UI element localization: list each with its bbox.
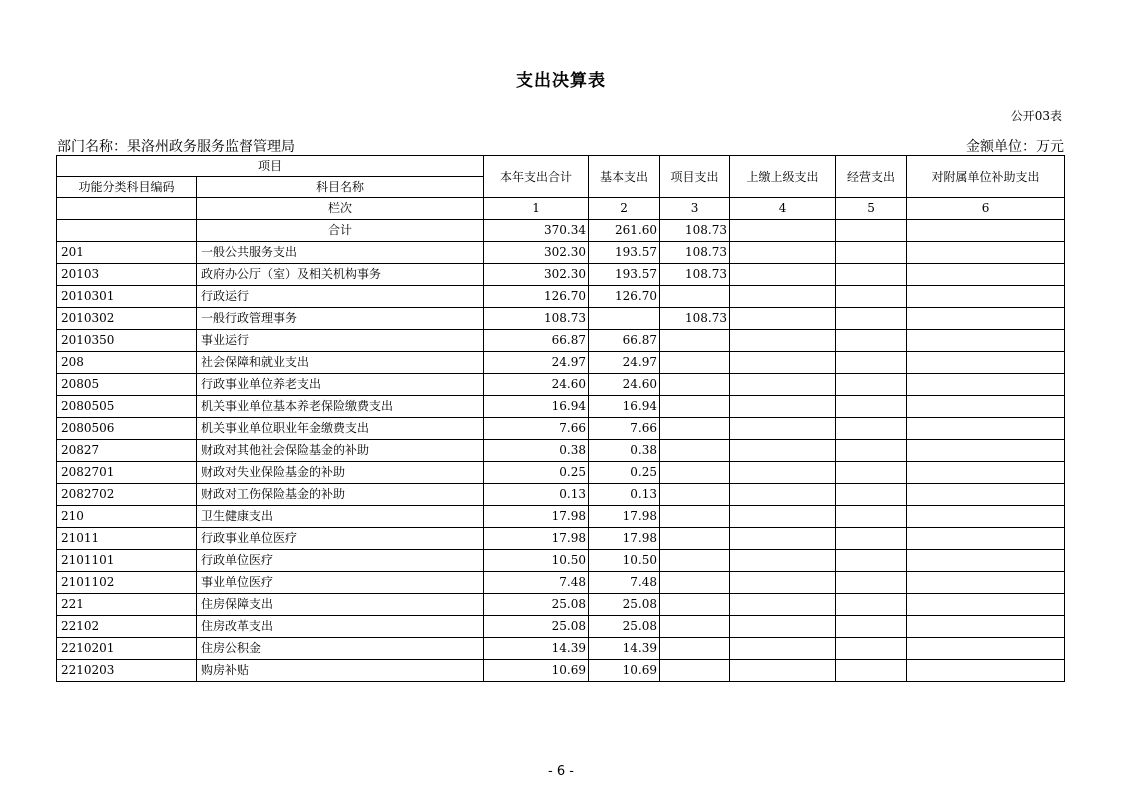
table-row bbox=[57, 308, 1065, 330]
cell-code: 2010350 bbox=[57, 330, 197, 352]
cell-upper bbox=[730, 506, 836, 528]
cell-subsidy bbox=[907, 594, 1065, 616]
cell-upper bbox=[730, 264, 836, 286]
cell-business bbox=[836, 484, 907, 506]
cell-total: 16.94 bbox=[484, 396, 589, 418]
cell-name: 购房补贴 bbox=[197, 660, 484, 682]
cell-subsidy bbox=[907, 462, 1065, 484]
table-row bbox=[57, 374, 1065, 396]
cell-basic: 10.69 bbox=[589, 660, 660, 682]
sum-basic: 261.60 bbox=[589, 220, 660, 242]
cell-name: 财政对工伤保险基金的补助 bbox=[197, 484, 484, 506]
sum-label: 合计 bbox=[197, 220, 484, 242]
cell-business bbox=[836, 352, 907, 374]
cell-subsidy bbox=[907, 264, 1065, 286]
table-row bbox=[57, 462, 1065, 484]
form-number: 公开03表 bbox=[1010, 109, 1062, 123]
cell-name: 财政对其他社会保险基金的补助 bbox=[197, 440, 484, 462]
cell-code: 22102 bbox=[57, 616, 197, 638]
cell-total: 7.48 bbox=[484, 572, 589, 594]
sum-subsidy bbox=[907, 220, 1065, 242]
cell-business bbox=[836, 550, 907, 572]
cell-business bbox=[836, 286, 907, 308]
cell-name: 社会保障和就业支出 bbox=[197, 352, 484, 374]
cell-upper bbox=[730, 616, 836, 638]
col-index-4: 4 bbox=[730, 198, 836, 220]
cell-total: 126.70 bbox=[484, 286, 589, 308]
cell-business bbox=[836, 638, 907, 660]
cell-upper bbox=[730, 330, 836, 352]
cell-upper bbox=[730, 286, 836, 308]
cell-name: 卫生健康支出 bbox=[197, 506, 484, 528]
cell-code: 2082702 bbox=[57, 484, 197, 506]
cell-code: 210 bbox=[57, 506, 197, 528]
cell-code: 20103 bbox=[57, 264, 197, 286]
cell-subsidy bbox=[907, 572, 1065, 594]
page-number: - 6 - bbox=[548, 764, 574, 779]
cell-total: 302.30 bbox=[484, 242, 589, 264]
cell-name: 事业运行 bbox=[197, 330, 484, 352]
cell-upper bbox=[730, 462, 836, 484]
header-name: 科目名称 bbox=[197, 177, 484, 198]
cell-business bbox=[836, 242, 907, 264]
cell-subsidy bbox=[907, 308, 1065, 330]
cell-basic: 7.66 bbox=[589, 418, 660, 440]
cell-name: 一般行政管理事务 bbox=[197, 308, 484, 330]
cell-business bbox=[836, 528, 907, 550]
cell-basic: 24.60 bbox=[589, 374, 660, 396]
cell-upper bbox=[730, 660, 836, 682]
cell-basic: 0.13 bbox=[589, 484, 660, 506]
cell-project: 108.73 bbox=[660, 242, 730, 264]
cell-subsidy bbox=[907, 660, 1065, 682]
cell-basic: 7.48 bbox=[589, 572, 660, 594]
header-upper: 上缴上级支出 bbox=[730, 156, 836, 198]
cell-business bbox=[836, 462, 907, 484]
cell-total: 7.66 bbox=[484, 418, 589, 440]
cell-subsidy bbox=[907, 440, 1065, 462]
cell-name: 行政事业单位医疗 bbox=[197, 528, 484, 550]
header-project: 项目支出 bbox=[660, 156, 730, 198]
cell-basic bbox=[589, 308, 660, 330]
cell-upper bbox=[730, 638, 836, 660]
cell-subsidy bbox=[907, 374, 1065, 396]
cell-name: 行政事业单位养老支出 bbox=[197, 374, 484, 396]
cell-project bbox=[660, 506, 730, 528]
cell-project bbox=[660, 440, 730, 462]
cell-basic: 25.08 bbox=[589, 594, 660, 616]
cell-upper bbox=[730, 242, 836, 264]
amount-unit: 金额单位：万元 bbox=[966, 139, 1064, 155]
header-total: 本年支出合计 bbox=[484, 156, 589, 198]
table-row bbox=[57, 264, 1065, 286]
cell-project bbox=[660, 396, 730, 418]
cell-basic: 10.50 bbox=[589, 550, 660, 572]
cell-business bbox=[836, 330, 907, 352]
cell-name: 机关事业单位职业年金缴费支出 bbox=[197, 418, 484, 440]
cell-upper bbox=[730, 484, 836, 506]
cell-project bbox=[660, 528, 730, 550]
cell-project bbox=[660, 352, 730, 374]
cell-business bbox=[836, 374, 907, 396]
header-item: 项目 bbox=[57, 156, 484, 177]
cell-project bbox=[660, 484, 730, 506]
cell-code: 21011 bbox=[57, 528, 197, 550]
cell-subsidy bbox=[907, 352, 1065, 374]
cell-code: 2101102 bbox=[57, 572, 197, 594]
cell-project bbox=[660, 660, 730, 682]
cell-name: 住房改革支出 bbox=[197, 616, 484, 638]
table-row bbox=[57, 594, 1065, 616]
cell-total: 25.08 bbox=[484, 616, 589, 638]
cell-upper bbox=[730, 572, 836, 594]
table-row bbox=[57, 440, 1065, 462]
sum-row-blank bbox=[57, 220, 197, 242]
cell-basic: 0.38 bbox=[589, 440, 660, 462]
cell-name: 住房保障支出 bbox=[197, 594, 484, 616]
cell-project bbox=[660, 374, 730, 396]
table-row bbox=[57, 396, 1065, 418]
table-row bbox=[57, 660, 1065, 682]
header-basic: 基本支出 bbox=[589, 156, 660, 198]
cell-subsidy bbox=[907, 484, 1065, 506]
cell-business bbox=[836, 264, 907, 286]
cell-business bbox=[836, 660, 907, 682]
cell-project bbox=[660, 572, 730, 594]
cell-code: 2101101 bbox=[57, 550, 197, 572]
cell-code: 2080505 bbox=[57, 396, 197, 418]
cell-basic: 66.87 bbox=[589, 330, 660, 352]
cell-project bbox=[660, 638, 730, 660]
header-col-index: 栏次 bbox=[197, 198, 484, 220]
col-index-5: 5 bbox=[836, 198, 907, 220]
cell-project bbox=[660, 286, 730, 308]
sum-total: 370.34 bbox=[484, 220, 589, 242]
header-business: 经营支出 bbox=[836, 156, 907, 198]
cell-business bbox=[836, 440, 907, 462]
cell-subsidy bbox=[907, 286, 1065, 308]
cell-business bbox=[836, 506, 907, 528]
cell-name: 行政单位医疗 bbox=[197, 550, 484, 572]
cell-name: 行政运行 bbox=[197, 286, 484, 308]
sum-business bbox=[836, 220, 907, 242]
cell-basic: 24.97 bbox=[589, 352, 660, 374]
cell-total: 108.73 bbox=[484, 308, 589, 330]
cell-upper bbox=[730, 528, 836, 550]
table-row bbox=[57, 528, 1065, 550]
cell-basic: 17.98 bbox=[589, 528, 660, 550]
cell-business bbox=[836, 418, 907, 440]
cell-project: 108.73 bbox=[660, 308, 730, 330]
cell-upper bbox=[730, 396, 836, 418]
cell-code: 2080506 bbox=[57, 418, 197, 440]
sum-project: 108.73 bbox=[660, 220, 730, 242]
cell-upper bbox=[730, 440, 836, 462]
cell-basic: 0.25 bbox=[589, 462, 660, 484]
cell-total: 17.98 bbox=[484, 506, 589, 528]
cell-project bbox=[660, 616, 730, 638]
cell-upper bbox=[730, 374, 836, 396]
cell-code: 2210201 bbox=[57, 638, 197, 660]
cell-subsidy bbox=[907, 396, 1065, 418]
cell-total: 0.25 bbox=[484, 462, 589, 484]
cell-basic: 25.08 bbox=[589, 616, 660, 638]
cell-total: 0.13 bbox=[484, 484, 589, 506]
cell-upper bbox=[730, 594, 836, 616]
cell-total: 10.50 bbox=[484, 550, 589, 572]
cell-code: 20827 bbox=[57, 440, 197, 462]
col-index-1: 1 bbox=[484, 198, 589, 220]
cell-total: 66.87 bbox=[484, 330, 589, 352]
cell-name: 事业单位医疗 bbox=[197, 572, 484, 594]
cell-code: 2010301 bbox=[57, 286, 197, 308]
cell-project bbox=[660, 330, 730, 352]
cell-project: 108.73 bbox=[660, 264, 730, 286]
cell-code: 2210203 bbox=[57, 660, 197, 682]
cell-subsidy bbox=[907, 550, 1065, 572]
cell-subsidy bbox=[907, 616, 1065, 638]
cell-name: 机关事业单位基本养老保险缴费支出 bbox=[197, 396, 484, 418]
cell-total: 24.60 bbox=[484, 374, 589, 396]
table-row bbox=[57, 330, 1065, 352]
cell-subsidy bbox=[907, 528, 1065, 550]
cell-code: 2010302 bbox=[57, 308, 197, 330]
cell-subsidy bbox=[907, 242, 1065, 264]
table-row bbox=[57, 242, 1065, 264]
cell-total: 10.69 bbox=[484, 660, 589, 682]
cell-code: 208 bbox=[57, 352, 197, 374]
table-row bbox=[57, 352, 1065, 374]
table-row bbox=[57, 616, 1065, 638]
table-row bbox=[57, 506, 1065, 528]
table-row bbox=[57, 484, 1065, 506]
cell-business bbox=[836, 396, 907, 418]
cell-business bbox=[836, 572, 907, 594]
cell-name: 政府办公厅（室）及相关机构事务 bbox=[197, 264, 484, 286]
col-index-3: 3 bbox=[660, 198, 730, 220]
cell-upper bbox=[730, 308, 836, 330]
cell-total: 17.98 bbox=[484, 528, 589, 550]
cell-name: 财政对失业保险基金的补助 bbox=[197, 462, 484, 484]
cell-subsidy bbox=[907, 330, 1065, 352]
cell-total: 302.30 bbox=[484, 264, 589, 286]
cell-business bbox=[836, 594, 907, 616]
cell-project bbox=[660, 418, 730, 440]
table-row bbox=[57, 550, 1065, 572]
cell-business bbox=[836, 616, 907, 638]
cell-project bbox=[660, 550, 730, 572]
cell-total: 25.08 bbox=[484, 594, 589, 616]
table-row bbox=[57, 418, 1065, 440]
table-row bbox=[57, 572, 1065, 594]
cell-total: 24.97 bbox=[484, 352, 589, 374]
col-index-6: 6 bbox=[907, 198, 1065, 220]
cell-project bbox=[660, 462, 730, 484]
cell-basic: 17.98 bbox=[589, 506, 660, 528]
cell-subsidy bbox=[907, 506, 1065, 528]
cell-basic: 16.94 bbox=[589, 396, 660, 418]
cell-total: 14.39 bbox=[484, 638, 589, 660]
table-row bbox=[57, 638, 1065, 660]
cell-code: 2082701 bbox=[57, 462, 197, 484]
cell-code: 20805 bbox=[57, 374, 197, 396]
cell-basic: 193.57 bbox=[589, 242, 660, 264]
table-row bbox=[57, 286, 1065, 308]
cell-project bbox=[660, 594, 730, 616]
page-title: 支出决算表 bbox=[516, 71, 606, 91]
index-row-blank bbox=[57, 198, 197, 220]
cell-basic: 126.70 bbox=[589, 286, 660, 308]
expenditure-table bbox=[56, 155, 1065, 682]
cell-subsidy bbox=[907, 418, 1065, 440]
cell-code: 221 bbox=[57, 594, 197, 616]
cell-subsidy bbox=[907, 638, 1065, 660]
cell-total: 0.38 bbox=[484, 440, 589, 462]
cell-business bbox=[836, 308, 907, 330]
cell-upper bbox=[730, 418, 836, 440]
cell-name: 住房公积金 bbox=[197, 638, 484, 660]
sum-upper bbox=[730, 220, 836, 242]
cell-upper bbox=[730, 550, 836, 572]
cell-name: 一般公共服务支出 bbox=[197, 242, 484, 264]
header-subsidy: 对附属单位补助支出 bbox=[907, 156, 1065, 198]
cell-basic: 193.57 bbox=[589, 264, 660, 286]
header-code: 功能分类科目编码 bbox=[57, 177, 197, 198]
cell-code: 201 bbox=[57, 242, 197, 264]
department-name: 部门名称：果洛州政务服务监督管理局 bbox=[57, 139, 295, 155]
cell-basic: 14.39 bbox=[589, 638, 660, 660]
col-index-2: 2 bbox=[589, 198, 660, 220]
cell-upper bbox=[730, 352, 836, 374]
